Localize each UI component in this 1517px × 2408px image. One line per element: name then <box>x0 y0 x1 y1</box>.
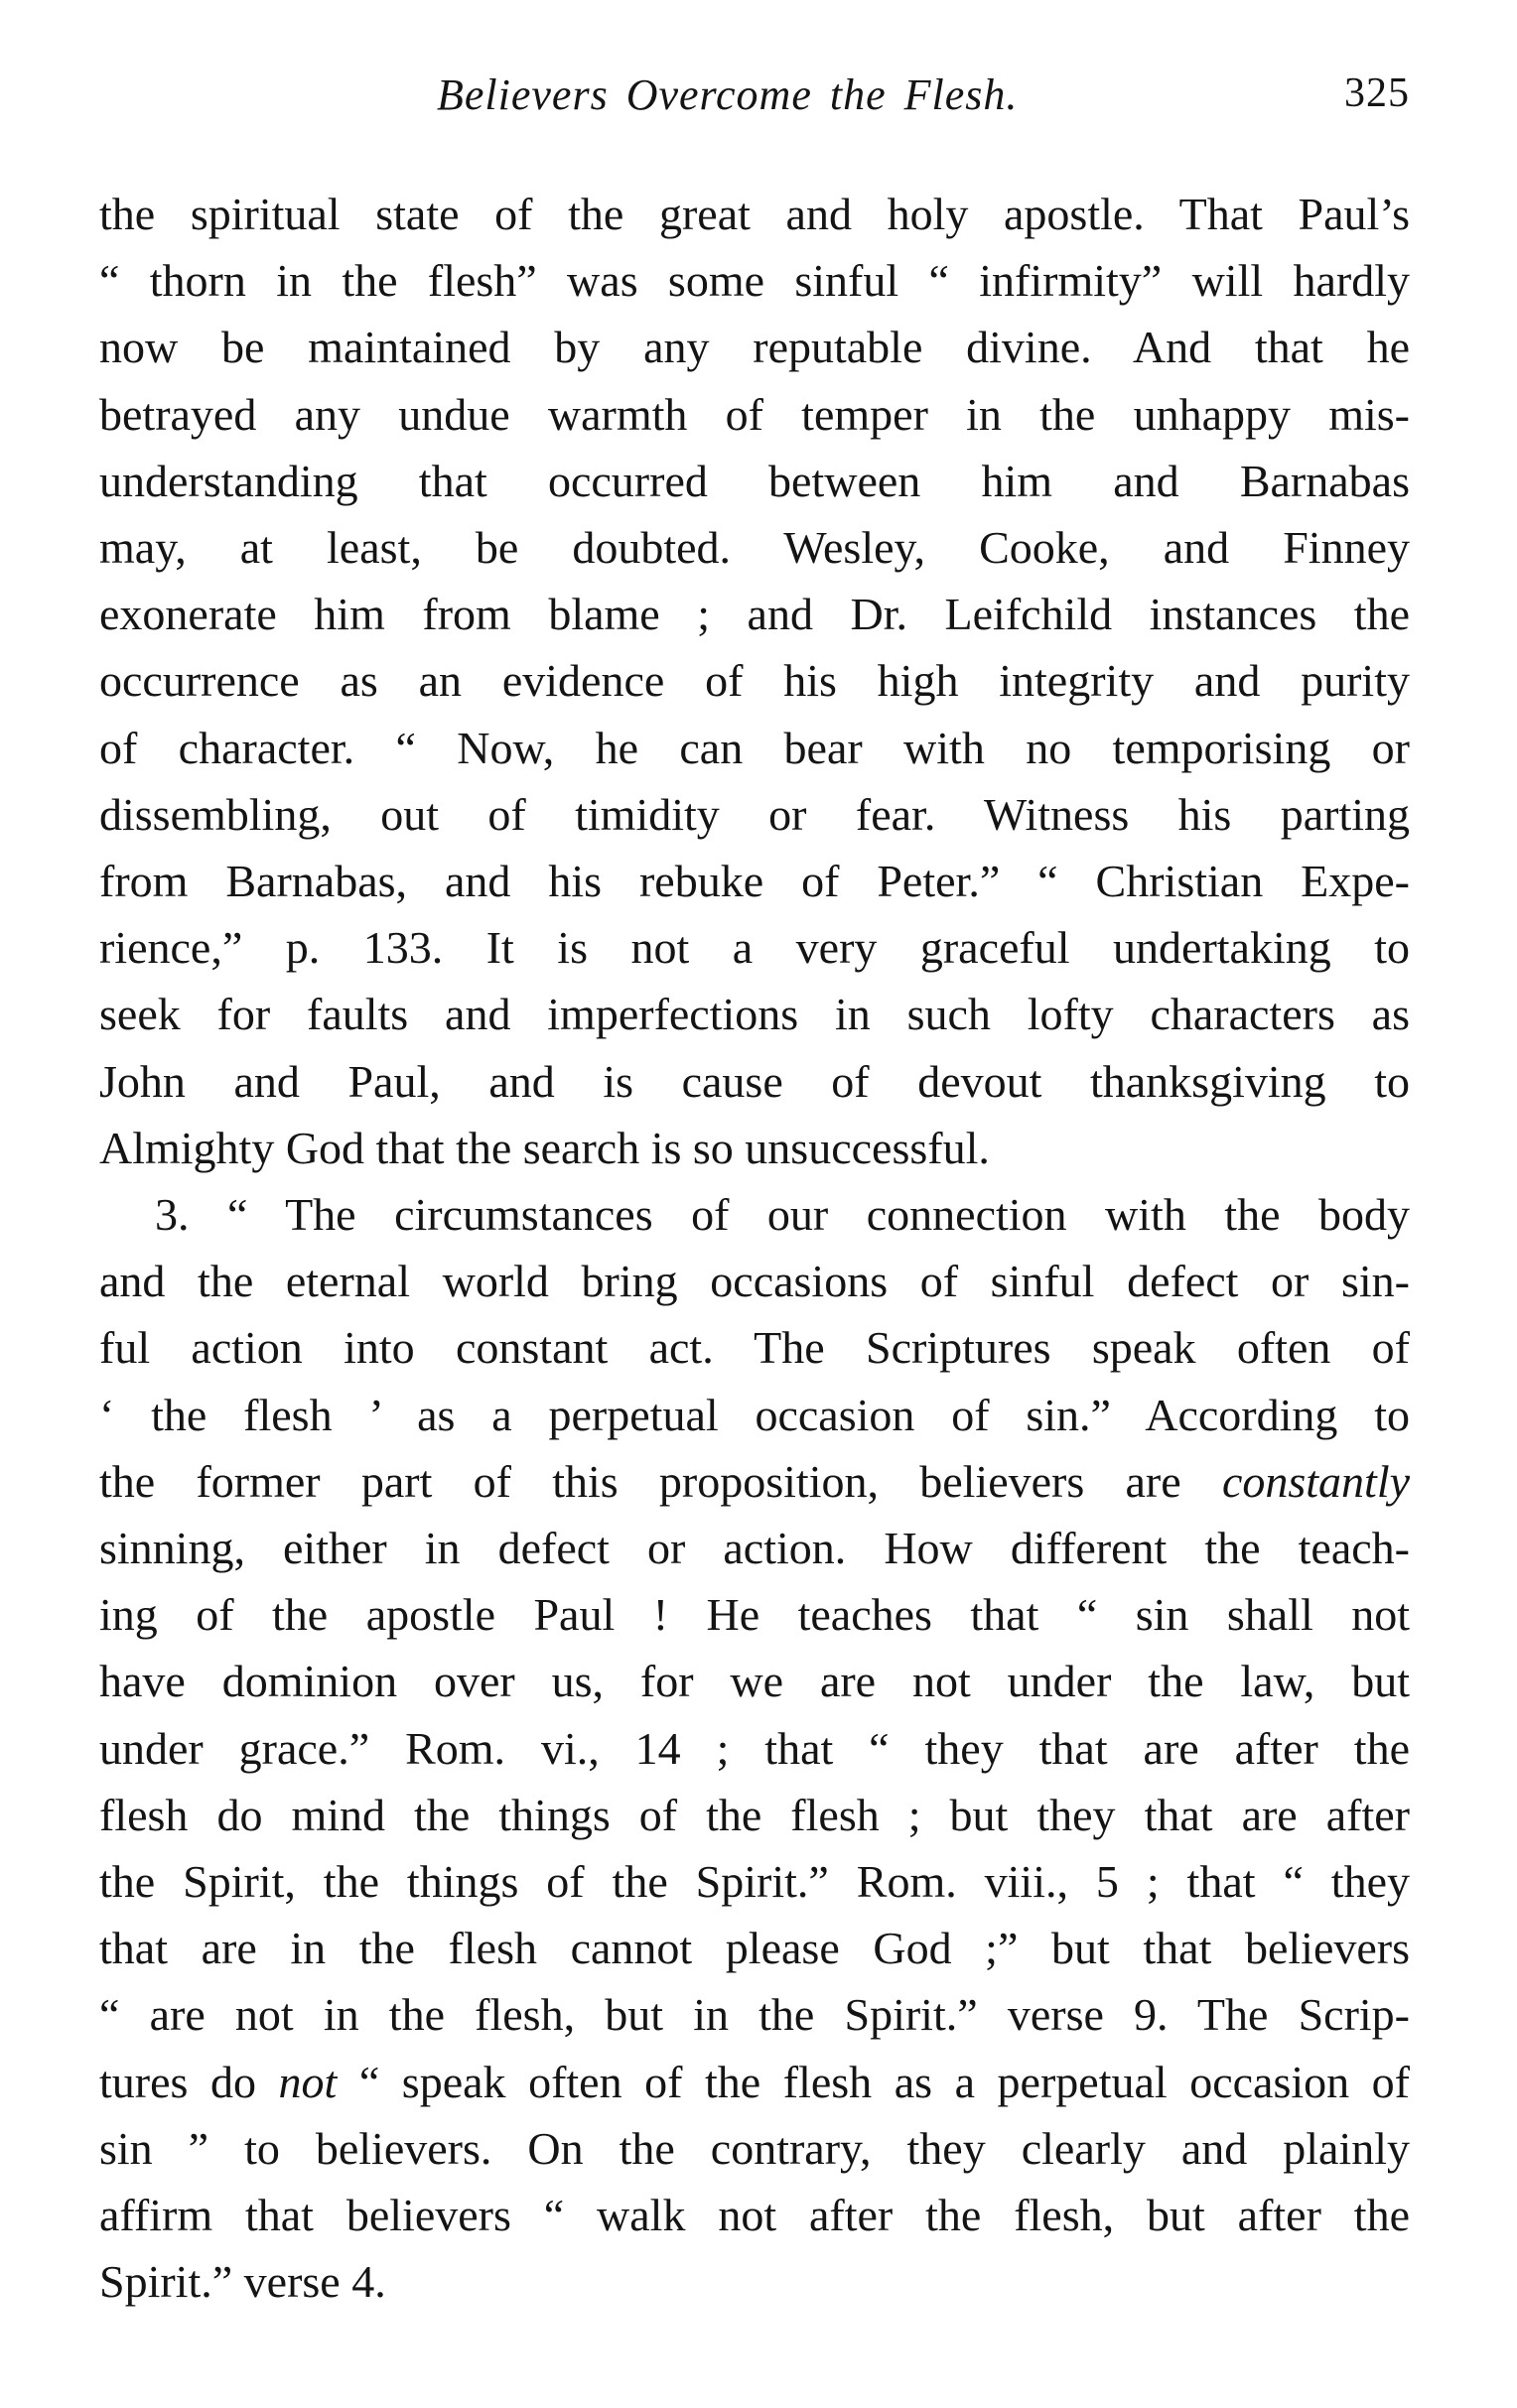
body-text <box>99 181 1410 2316</box>
page-number: 325 <box>1344 70 1410 116</box>
text-line: exonerate him from blame ; and Dr. Leifchild instances the <box>99 589 1410 640</box>
text-line: and the eternal world bring occasions of sinful defect or sin- <box>99 1256 1410 1307</box>
text-line: “ thorn in the flesh” was some sinful “ infirmity” will hardly <box>99 255 1410 307</box>
text-line: seek for faults and imperfections in such lofty characters as <box>99 989 1410 1040</box>
emphasis: not <box>278 2056 338 2107</box>
text-line: dissembling, out of timidity or fear. Witness his parting <box>99 788 1410 840</box>
text-line: “ are not in the flesh, but in the Spirit.” verse 9. The Scrip- <box>99 1989 1410 2041</box>
text-line: may, at least, be doubted. Wesley, Cooke, and Finney <box>99 522 1410 574</box>
running-title: Believers Overcome the Flesh. <box>437 70 1019 119</box>
text-line: occurrence as an evidence of his high integrity and purity <box>99 655 1410 707</box>
running-head <box>99 69 1410 129</box>
text-line: sinning, either in defect or action. How different the teach- <box>99 1523 1410 1574</box>
text-line: betrayed any undue warmth of temper in the unhappy mis- <box>99 388 1410 440</box>
text-line: flesh do mind the things of the flesh ; but they that are after <box>99 1789 1410 1840</box>
text-line: ‘ the flesh ’ as a perpetual occasion of sin.” According to <box>99 1389 1410 1440</box>
text-line: of character. “ Now, he can bear with no temporising or <box>99 722 1410 773</box>
text-line: understanding that occurred between him and Barnabas <box>99 455 1410 506</box>
text-line: under grace.” Rom. vi., 14 ; that “ they that are after the <box>99 1722 1410 1774</box>
text-segment: tures do <box>99 2056 256 2107</box>
text-segment: “ speak often of the flesh as a perpetual occasion of <box>358 2056 1411 2107</box>
emphasis: constantly <box>1221 1455 1411 1507</box>
text-line: affirm that believers “ walk not after the flesh, but after the <box>99 2190 1410 2241</box>
text-line: the spiritual state of the great and holy apostle. That Paul’s <box>99 189 1410 239</box>
text-line: ing of the apostle Paul ! He teaches that “ sin shall not <box>99 1589 1410 1641</box>
text-line: ful action into constant act. The Scriptures speak often of <box>99 1322 1410 1374</box>
text-line <box>99 2049 1410 2115</box>
text-line <box>99 1448 1410 1515</box>
text-line: 3. “ The circumstances of our connection with the body <box>155 1189 1410 1241</box>
text-line: rience,” p. 133. It is not a very graceful undertaking to <box>99 922 1410 974</box>
text-segment: the former part of this proposition, believers are <box>99 1455 1181 1507</box>
text-line: that are in the flesh cannot please God ;” but that believers <box>99 1923 1410 1974</box>
text-line: Almighty God that the search is so unsuccessful. <box>99 1122 990 1173</box>
text-line: now be maintained by any reputable divine. And that he <box>99 322 1410 373</box>
text-line: John and Paul, and is cause of devout thanksgiving to <box>99 1055 1410 1107</box>
text-line: from Barnabas, and his rebuke of Peter.” “ Christian Expe- <box>99 856 1410 907</box>
text-line: Spirit.” verse 4. <box>99 2256 386 2308</box>
text-line: the Spirit, the things of the Spirit.” Rom. viii., 5 ; that “ they <box>99 1856 1410 1908</box>
book-page <box>99 69 1410 2316</box>
text-line: have dominion over us, for we are not under the law, but <box>99 1656 1410 1707</box>
text-line: sin ” to believers. On the contrary, they clearly and plainly <box>99 2122 1410 2174</box>
